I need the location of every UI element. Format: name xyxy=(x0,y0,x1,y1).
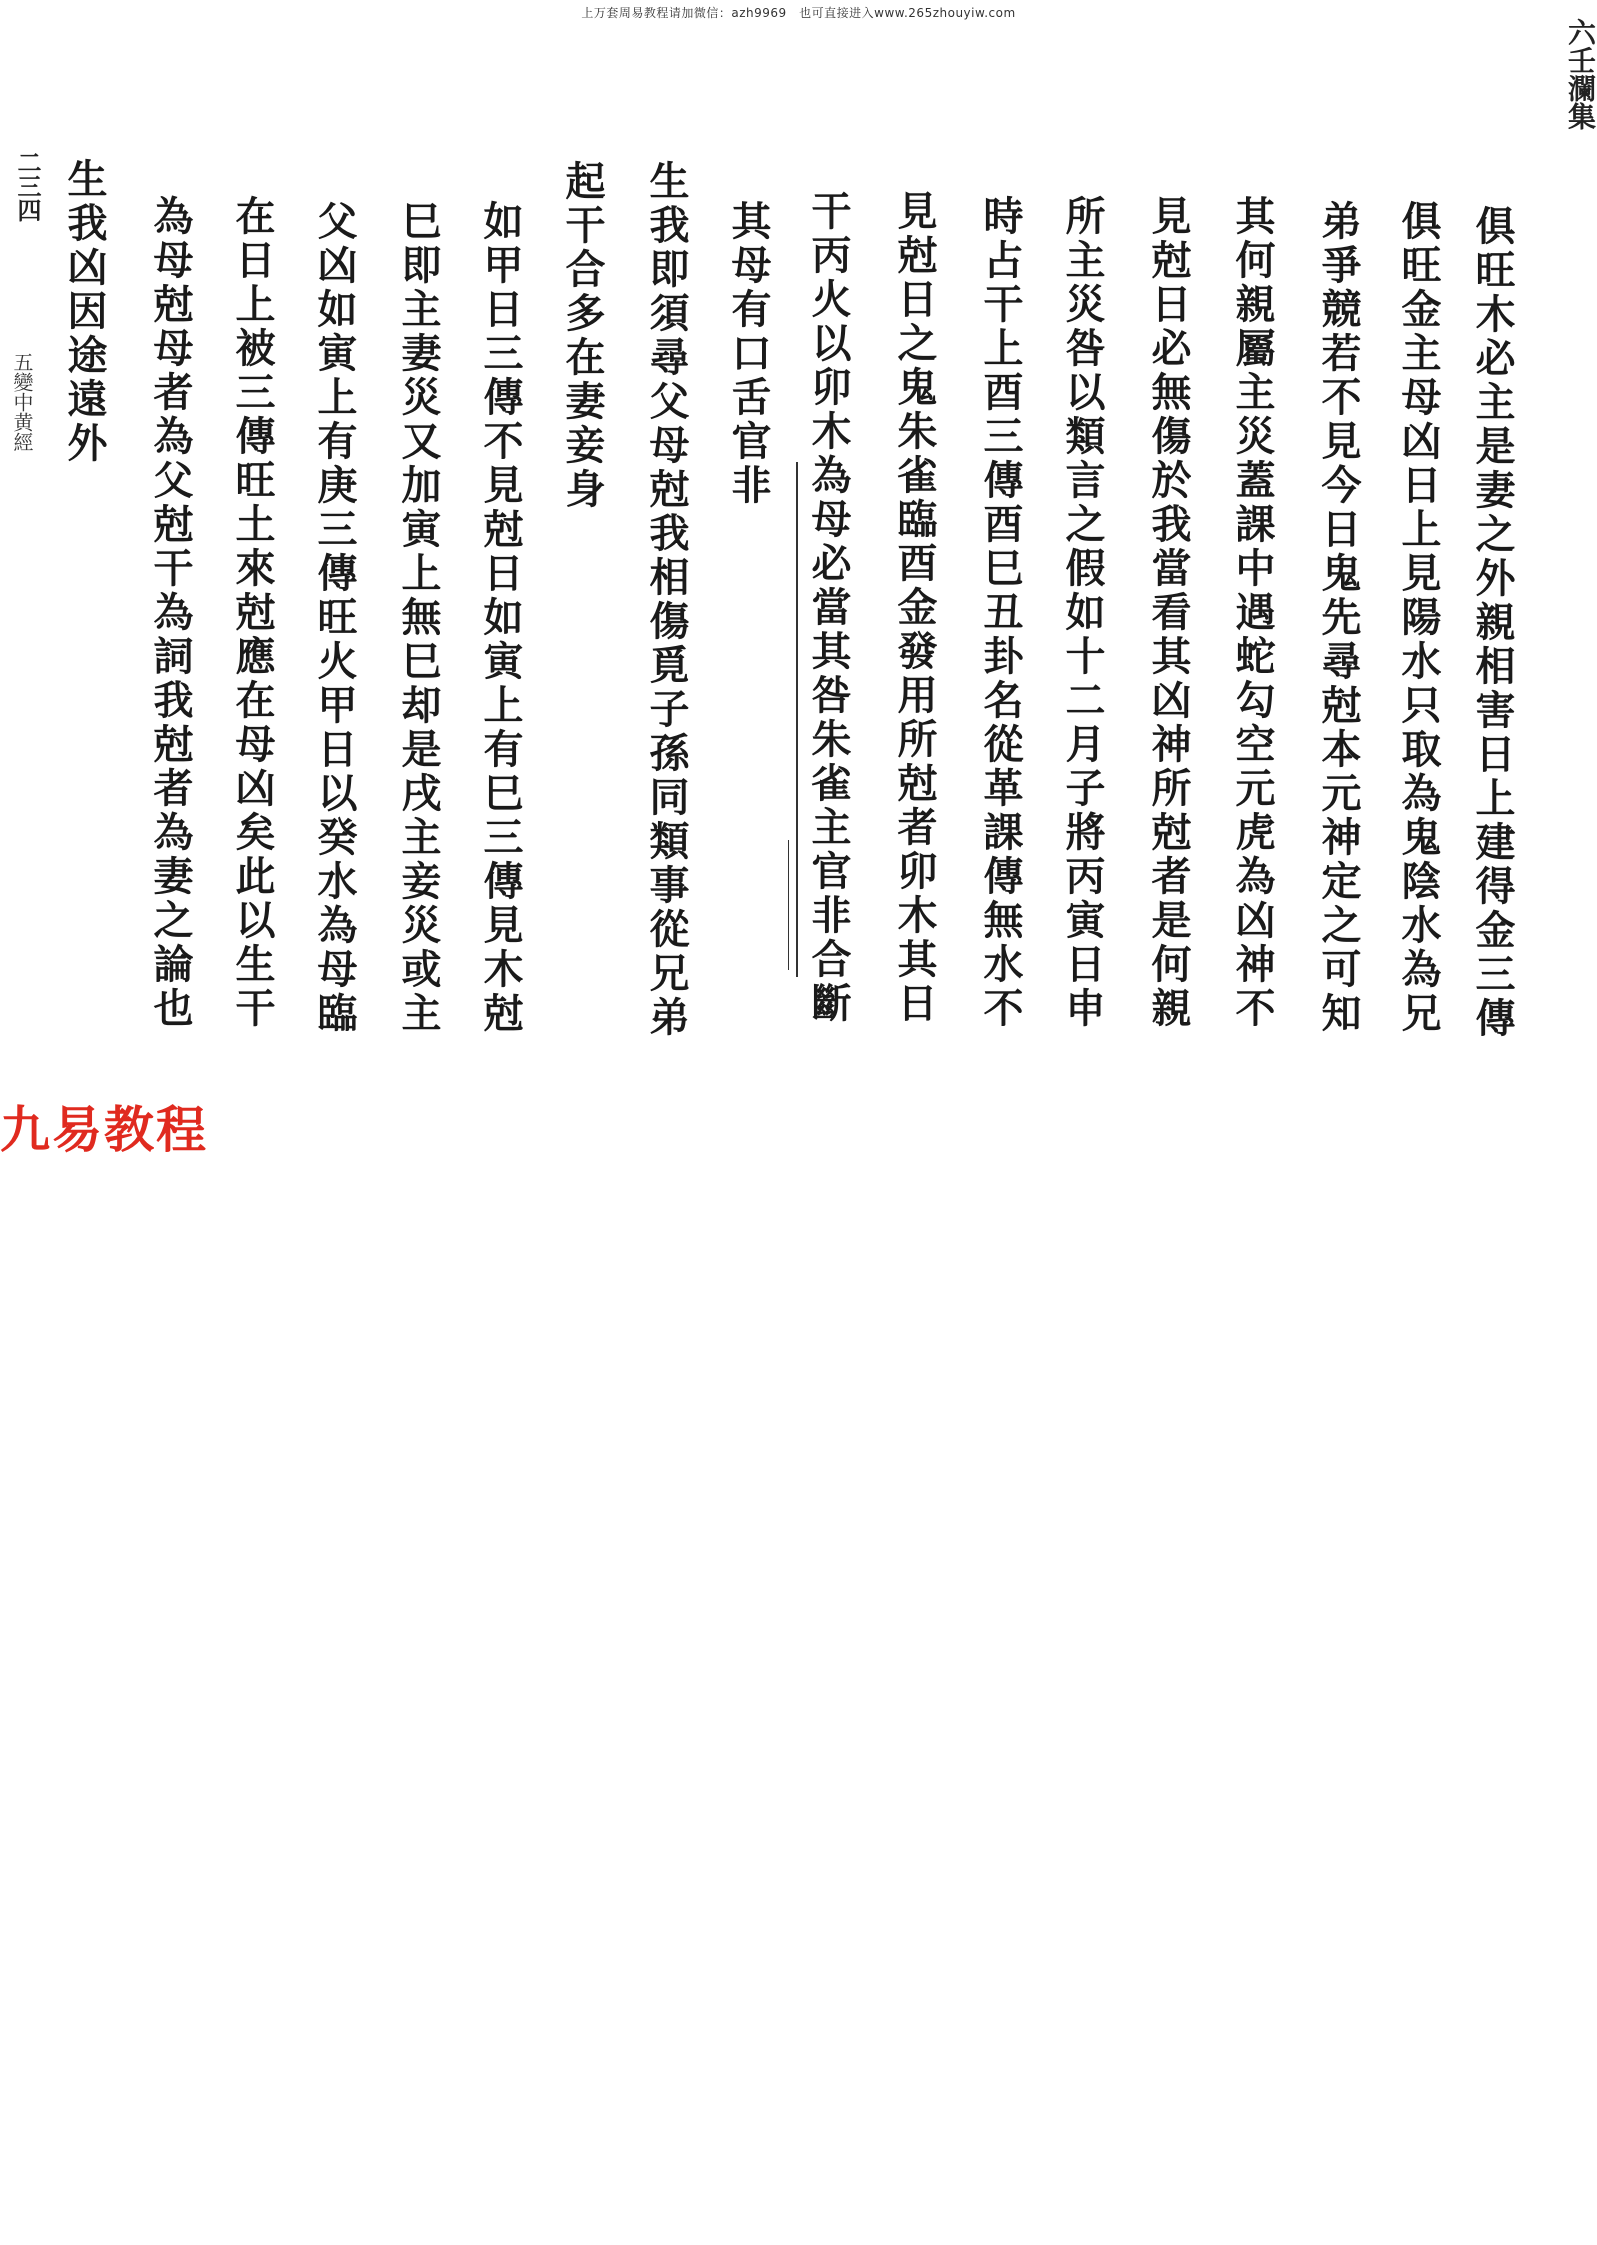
text-column: 俱旺木必主是妻之外親相害日上建得金三傳 xyxy=(1469,205,1516,1041)
text-column: 起干合多在妻妾身 xyxy=(559,160,606,512)
text-column: 見尅日之鬼朱雀臨酉金發用所尅者卯木其日 xyxy=(891,190,938,1026)
page-number: 二三四 xyxy=(13,150,42,222)
text-column: 生我凶因途遠外 xyxy=(61,158,108,466)
text-column: 生我即須尋父母尅我相傷覓子孫同類事從兄弟 xyxy=(643,160,690,1040)
text-column: 父凶如寅上有庚三傳旺火甲日以癸水為母臨 xyxy=(311,200,358,1036)
text-column: 見尅日必無傷於我當看其凶神所尅者是何親 xyxy=(1145,195,1192,1031)
margin-line xyxy=(796,462,798,977)
text-column: 其母有口舌官非 xyxy=(725,200,772,508)
book-title: 五變中黄經 xyxy=(10,352,34,452)
text-column: 如甲日三傳不見尅日如寅上有巳三傳見木尅 xyxy=(477,200,524,1036)
header-mark: 六壬瀾集 xyxy=(1564,18,1597,130)
margin-line xyxy=(788,840,789,970)
top-banner: 上万套周易教程请加微信：azh9969 也可直接进入www.265zhouyiw.com xyxy=(581,6,1016,20)
text-column: 俱旺金主母凶日上見陽水只取為鬼陰水為兄 xyxy=(1395,200,1442,1036)
text-column: 時占干上酉三傳酉巳丑卦名從革課傳無水不 xyxy=(977,195,1024,1031)
text-column: 干丙火以卯木為母必當其咎朱雀主官非合斷 xyxy=(805,190,852,1026)
text-column: 其何親屬主災蓋課中遇蛇勾空元虎為凶神不 xyxy=(1229,195,1276,1031)
text-column: 弟爭競若不見今日鬼先尋尅本元神定之可知 xyxy=(1315,200,1362,1036)
text-column: 在日上被三傳旺土來尅應在母凶矣此以生干 xyxy=(229,195,276,1031)
text-column: 所主災咎以類言之假如十二月子將丙寅日申 xyxy=(1059,195,1106,1031)
text-column: 巳即主妻災又加寅上無巳却是戌主妾災或主 xyxy=(395,200,442,1036)
watermark-logo: 九易教程 xyxy=(0,1101,208,1159)
text-column: 為母尅母者為父尅干為詞我尅者為妻之論也 xyxy=(147,195,194,1031)
